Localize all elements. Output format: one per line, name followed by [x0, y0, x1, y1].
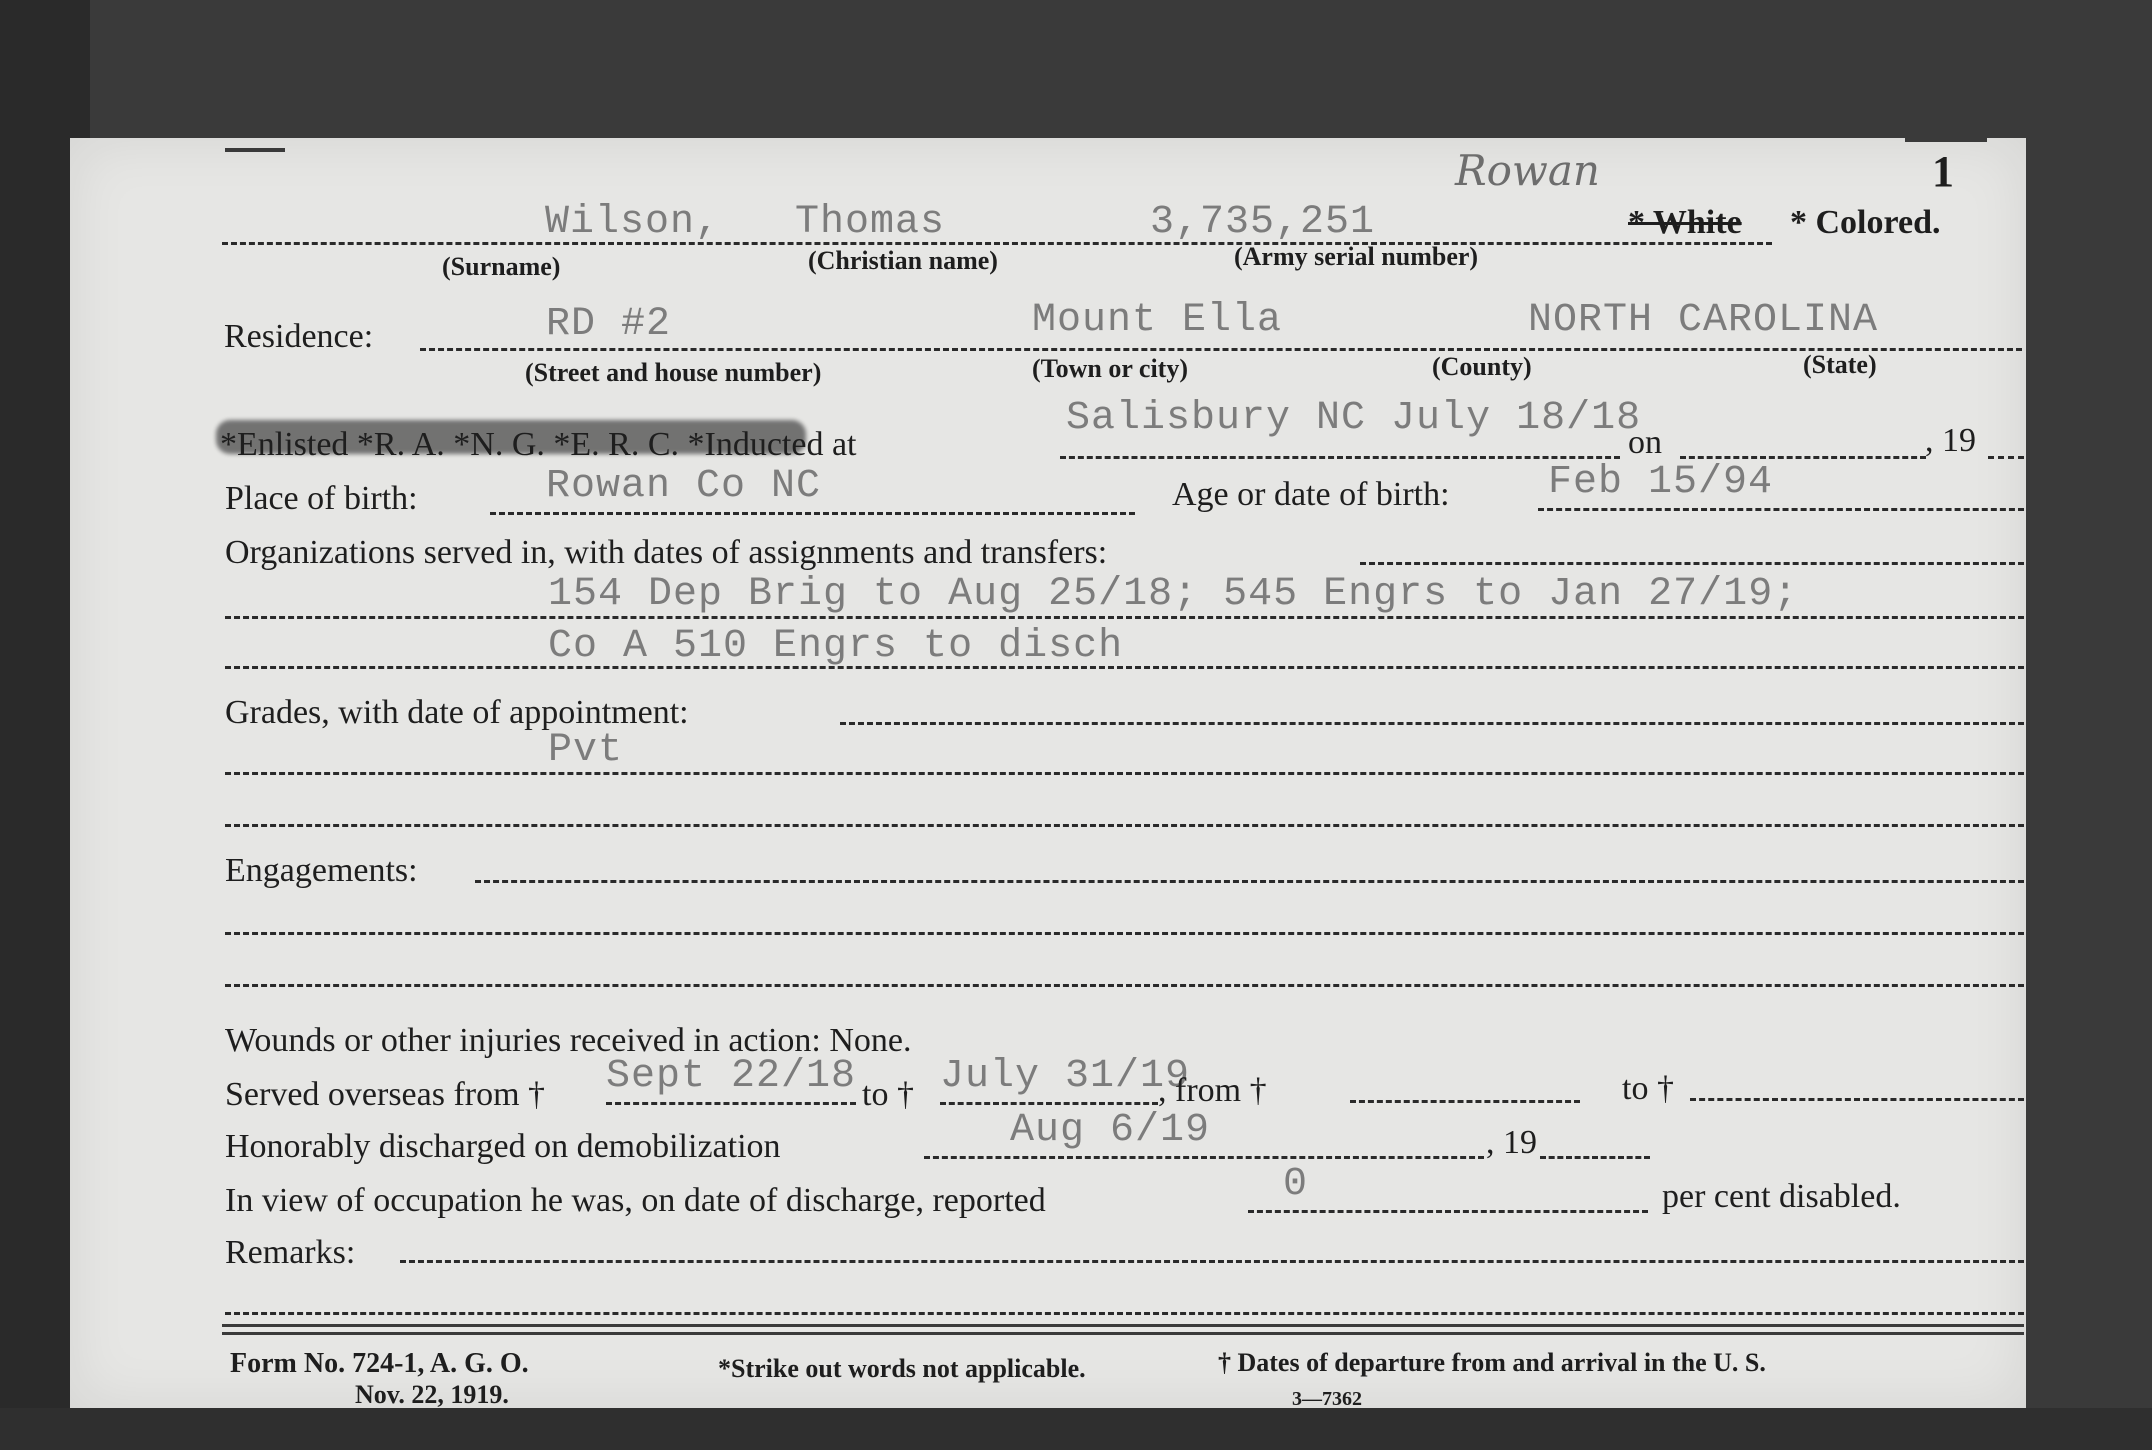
state-caption: (State) [1803, 350, 1877, 379]
overseas-to-value: July 31/19 [940, 1054, 1191, 1099]
overseas-from2-label: , from † [1158, 1072, 1267, 1109]
organizations-line1-value: 154 Dep Brig to Aug 25/18; 545 Engrs to Jan 27/19; [548, 572, 1799, 617]
grades-line-1 [225, 772, 2024, 775]
disability-label: In view of occupation he was, on date of discharge, reported [225, 1182, 1046, 1219]
discharge-year-line [1540, 1156, 1650, 1159]
card-number: 1 [1932, 147, 1954, 196]
town-value: Mount Ella [1032, 298, 1283, 343]
surname-value: Wilson, [545, 200, 721, 245]
town-caption: (Town or city) [1032, 354, 1188, 383]
residence-label: Residence: [224, 318, 374, 355]
organizations-line2-value: Co A 510 Engrs to disch [548, 624, 1124, 669]
age-label: Age or date of birth: [1172, 476, 1450, 513]
discharge-date-value: Aug 6/19 [1010, 1108, 1211, 1153]
grades-value: Pvt [548, 728, 624, 773]
grades-line-2 [225, 824, 2024, 827]
enlistment-label: *Enlisted *R. A. *N. G. *E. R. C. *Inducted at [220, 426, 857, 463]
induction-place-value: Salisbury NC July 18/18 [1066, 396, 1642, 441]
grades-line-0 [840, 722, 2024, 725]
grades-label: Grades, with date of appointment: [225, 694, 689, 731]
discharge-label: Honorably discharged on demobilization [225, 1128, 781, 1165]
induction-on-label: on [1628, 424, 1662, 461]
birth-date-line [1538, 508, 2024, 511]
race-colored-label: * Colored. [1790, 204, 1941, 241]
service-record-card [70, 138, 2026, 1408]
induction-year-line [1988, 456, 2024, 459]
christian-caption: (Christian name) [808, 246, 998, 275]
serial-number-value: 3,735,251 [1150, 200, 1376, 245]
state-value: NORTH CAROLINA [1528, 298, 1879, 343]
county-caption: (County) [1432, 352, 1532, 381]
engagements-line-1 [225, 932, 2024, 935]
engagements-line-2 [225, 984, 2024, 987]
overseas-to2-label: to † [1622, 1070, 1674, 1107]
disability-line [1248, 1210, 1648, 1213]
place-of-birth-label: Place of birth: [225, 480, 418, 517]
serial-caption: (Army serial number) [1234, 242, 1479, 271]
surname-caption: (Surname) [442, 252, 561, 281]
remarks-line-0 [400, 1260, 2024, 1263]
top-right-rule [1905, 138, 1987, 142]
street-value: RD #2 [546, 302, 672, 347]
organizations-label: Organizations served in, with dates of assignments and transfers: [225, 534, 1108, 571]
race-white-label: * White [1628, 204, 1742, 241]
overseas-to2-line [1690, 1098, 2024, 1101]
discharge-date-line [924, 1156, 1484, 1159]
form-number: Form No. 724-1, A. G. O. [230, 1348, 529, 1379]
organizations-line-1 [225, 616, 2024, 619]
wounds-label: Wounds or other injuries received in action: None. [225, 1022, 912, 1059]
disability-value: 0 [1283, 1162, 1309, 1207]
engagements-label: Engagements: [225, 852, 418, 889]
overseas-from-value: Sept 22/18 [606, 1054, 857, 1099]
form-date: Nov. 22, 1919. [355, 1380, 509, 1409]
overseas-to-label: to † [862, 1076, 914, 1113]
discharge-year-label: , 19 [1486, 1124, 1537, 1161]
top-left-rule [225, 148, 285, 152]
overseas-label: Served overseas from † [225, 1076, 546, 1113]
induction-line [1060, 456, 1620, 459]
birth-date-value: Feb 15/94 [1548, 460, 1774, 505]
engagements-line-0 [475, 880, 2024, 883]
footer-note-dates: † Dates of departure from and arrival in the U. S. [1218, 1348, 1766, 1377]
scanner-background-bottom [0, 1408, 2152, 1450]
residence-line [420, 348, 2022, 351]
footer-note-strike: *Strike out words not applicable. [718, 1354, 1086, 1383]
remarks-label: Remarks: [225, 1234, 356, 1271]
organizations-line-0 [1360, 562, 2024, 565]
place-of-birth-line [490, 512, 1135, 515]
induction-year-label: , 19 [1925, 422, 1976, 459]
disability-suffix: per cent disabled. [1662, 1178, 1901, 1215]
overseas-from-line [606, 1102, 856, 1105]
remarks-line-1 [225, 1312, 2024, 1315]
induction-date-line [1680, 456, 1926, 459]
print-code: 3—7362 [1292, 1388, 1362, 1410]
name-line [222, 242, 1772, 245]
place-of-birth-value: Rowan Co NC [546, 464, 822, 509]
christian-name-value: Thomas [795, 200, 946, 245]
handwritten-note: Rowan [1455, 146, 1600, 195]
overseas-to-line [940, 1102, 1158, 1105]
organizations-line-2 [225, 666, 2024, 669]
bottom-rule-1 [222, 1324, 2024, 1327]
overseas-from2-line [1350, 1100, 1580, 1103]
bottom-rule-2 [222, 1332, 2024, 1335]
street-caption: (Street and house number) [525, 358, 822, 387]
